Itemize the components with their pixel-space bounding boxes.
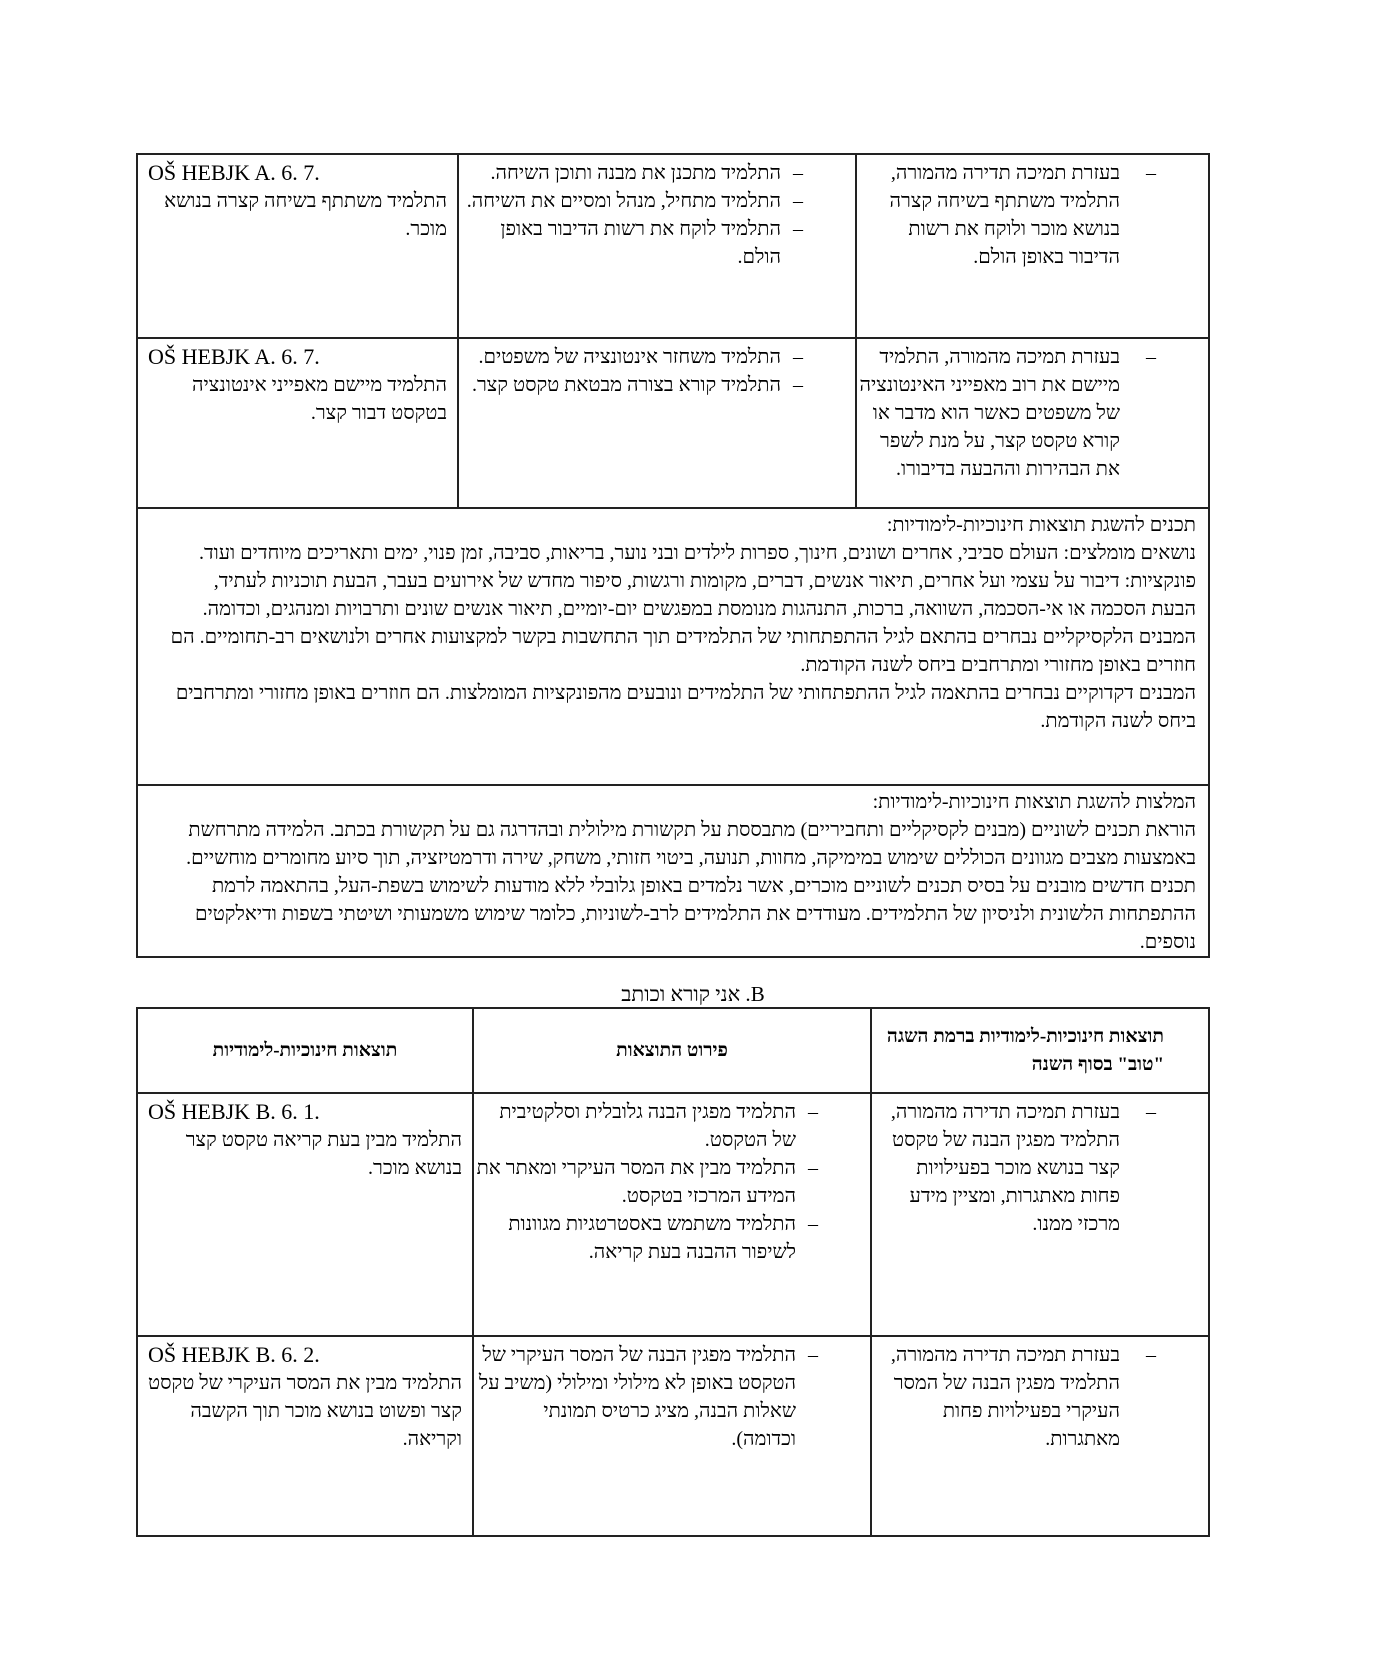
- content-paragraph: המבנים הלקסיקליים נבחרים בהתאם לגיל ההתפתחותי של התלמידים תוך התחשבות בקשר למקצועות אחרים ולנושאים רב-תחומיים. הם חוזרים באופן מחזורי ומתרחבים ביחס לשנה הקודמת.: [170, 626, 1196, 676]
- outcome-text: התלמיד מיישם מאפייני אינטונציה בטקסט דבור קצר.: [191, 374, 447, 424]
- outcome-text: התלמיד מבין בעת קריאה טקסט קצר בנושא מוכר.: [185, 1129, 462, 1179]
- recommendations-row: [137, 785, 1209, 957]
- outcome-code: OŠ HEBJK A. 6. 7.: [148, 344, 320, 369]
- list-item: – התלמיד מפגין הבנה גלובלית וסלקטיבית של הטקסט.: [474, 1098, 870, 1154]
- outcomes-table-a: [136, 153, 1210, 958]
- good-level-cell: [871, 1093, 1209, 1336]
- list-item: – התלמיד מתחיל, מנהל ומסיים את השיחה.: [459, 187, 855, 215]
- list-item: – התלמיד לוקח את רשות הדיבור באופן הולם.: [459, 215, 855, 271]
- list-item: – התלמיד מפגין הבנה של המסר העיקרי של הטקסט באופן לא מילולי ומילולי (משיב על שאלות הבנה, מציג כרטיס תמונתי וכדומה).: [474, 1341, 870, 1453]
- list-item: – בעזרת תמיכה תדירה מהמורה, התלמיד מפגין הבנה של טקסט קצר בנושא מוכר בפעילויות פחות מאתגרות, ומציין מידע מרכזי ממנו.: [872, 1098, 1208, 1238]
- outcome-cell: [137, 1336, 473, 1536]
- good-level-cell: [856, 338, 1209, 508]
- content-block: [137, 508, 1209, 785]
- content-paragraph: המבנים דקדוקיים נבחרים בהתאמה לגיל ההתפתחותי של התלמידים ונובעים מהפונקציות המומלצות. הם חוזרים באופן מחזורי ומתרחבים ביחס לשנה הקודמת.: [175, 682, 1196, 732]
- header-row: [137, 1008, 1209, 1093]
- outcome-code: OŠ HEBJK B. 6. 1.: [148, 1099, 320, 1124]
- table-row: [137, 338, 1209, 508]
- outcomes-table-b: [136, 1007, 1210, 1537]
- outcome-code: OŠ HEBJK A. 6. 7.: [148, 160, 320, 185]
- list-item: – בעזרת תמיכה מהמורה, התלמיד מיישם את רוב מאפייני האינטונציה של משפטים כאשר הוא מדבר או קורא טקסט קצר, על מנת לשפר את הבהירות וההבעה בדיבורו.: [857, 343, 1208, 483]
- list-item: – התלמיד משתמש באסטרטגיות מגוונות לשיפור ההבנה בעת קריאה.: [474, 1210, 870, 1266]
- details-cell: [473, 1336, 871, 1536]
- recommendations-heading: המלצות להשגת תוצאות חינוכיות-לימודיות:: [872, 791, 1196, 813]
- outcome-cell: [137, 154, 458, 338]
- list-item: – התלמיד קורא בצורה מבטאת טקסט קצר.: [459, 371, 855, 399]
- list-item: – התלמיד משחזר אינטונציה של משפטים.: [459, 343, 855, 371]
- table-row: [137, 1336, 1209, 1536]
- list-item: – התלמיד מתכנן את מבנה ותוכן השיחה.: [459, 159, 855, 187]
- content-row: [137, 508, 1209, 785]
- recommendations-block: [137, 785, 1209, 957]
- content-paragraph: פונקציות: דיבור על עצמי ועל אחרים, תיאור אנשים, דברים, מקומות ורגשות, סיפור מחדש של אירועים בעבר, הבעת תוכניות לעתיד, הבעת הסכמה או אי-הסכמה, השוואה, ברכות, התנהגות מנומסת במפגשים יום-יומיים, תיאור אנשים שונים ותרבויות ומנהגים, וכדומה.: [202, 570, 1196, 620]
- outcome-text: התלמיד מבין את המסר העיקרי של טקסט קצר ופשוט בנושא מוכר תוך הקשבה וקריאה.: [148, 1372, 462, 1450]
- header-outcome: תוצאות חינוכיות-לימודיות: [137, 1008, 473, 1093]
- header-details: פירוט התוצאות: [473, 1008, 871, 1093]
- good-level-cell: [856, 154, 1209, 338]
- outcome-text: התלמיד משתתף בשיחה קצרה בנושא מוכר.: [164, 190, 447, 240]
- outcome-cell: [137, 1093, 473, 1336]
- list-item: – בעזרת תמיכה תדירה מהמורה, התלמיד משתתף בשיחה קצרה בנושא מוכר ולוקח את רשות הדיבור באופן הולם.: [857, 159, 1208, 271]
- list-item: – בעזרת תמיכה תדירה מהמורה, התלמיד מפגין הבנה של המסר העיקרי בפעילויות פחות מאתגרות.: [872, 1341, 1208, 1453]
- details-cell: [458, 154, 856, 338]
- details-cell: [458, 338, 856, 508]
- good-level-cell: [871, 1336, 1209, 1536]
- content-paragraph: נושאים מומלצים: העולם סביבי, אחרים ושונים, חינוך, ספרות לילדים ובני נוער, בריאות, סביבה, זמן פנוי, ימים ותאריכים מיוחדים ועוד.: [198, 542, 1196, 564]
- outcome-cell: [137, 338, 458, 508]
- content-heading: תכנים להשגת תוצאות חינוכיות-לימודיות:: [886, 514, 1196, 536]
- outcome-code: OŠ HEBJK B. 6. 2.: [148, 1342, 320, 1367]
- recommendations-paragraph: הוראת תכנים לשוניים (מבנים לקסיקליים ותחביריים) מתבססת על תקשורת מילולית ובהדרגה גם על תקשורת בכתב. הלמידה מתרחשת באמצעות מצבים מגוונים הכוללים שימוש במימיקה, מחוות, תנועה, ביטוי חזותי, משחק, שירה ודרמטיזציה, תוך סיוע מחומרים מוחשיים. תכנים חדשים מובנים על בסיס תכנים לשוניים מוכרים, אשר נלמדים באופן גלובלי ללא מודעות לשימוש בשפת-העל, בהתאמה לרמת ההתפתחות הלשונית ולניסיון של התלמידים. מעודדים את התלמידים לרב-לשוניות, כלומר שימוש משמעותי ושיטתי בשפות ודיאלקטים נוספים.: [186, 819, 1196, 953]
- table-row: [137, 1093, 1209, 1336]
- header-good-level: תוצאות חינוכיות-לימודיות ברמת השגה "טוב" בסוף השנה: [871, 1008, 1209, 1093]
- section-title: B. אני קורא וכותב: [621, 982, 765, 1006]
- details-cell: [473, 1093, 871, 1336]
- table-row: [137, 154, 1209, 338]
- list-item: – התלמיד מבין את המסר העיקרי ומאתר את המידע המרכזי בטקסט.: [474, 1154, 870, 1210]
